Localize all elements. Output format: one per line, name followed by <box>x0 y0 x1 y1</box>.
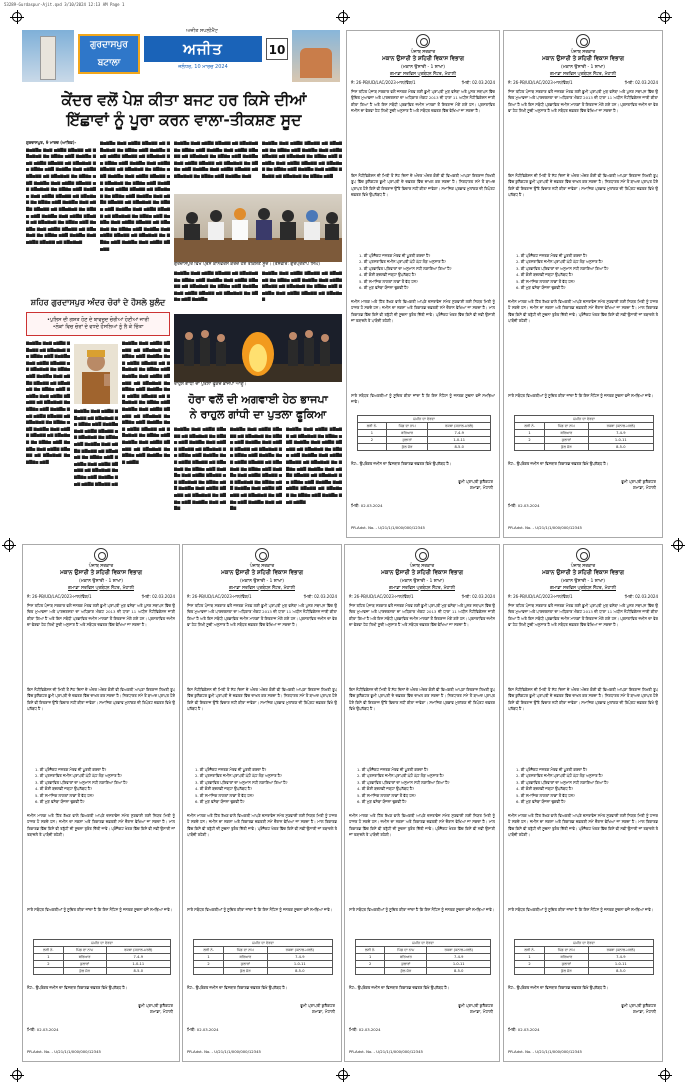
notice-list-item: 6. ਕੀ ਮੁੜ ਵਸੇਬਾ ਯੋਜਨਾ ਢੁਕਵੀਂ ਹੈ? <box>516 799 566 805</box>
notice-footnote: ਨੋਟ:- ਉਪਰੋਕਤ ਜ਼ਮੀਨ ਦਾ ਵਿਸਥਾਰ ਰਿਕਾਰਡ ਦਫ਼ਤਰ ਵਿਖੇ ਉਪਲੱਬਧ ਹੈ। <box>27 985 128 990</box>
notice-date: ਮਿਤੀ: 02.03.2024 <box>461 594 495 599</box>
notice-department-title: ਮਕਾਨ ਉਸਾਰੀ ਤੇ ਸ਼ਹਿਰੀ ਵਿਕਾਸ ਵਿਭਾਗ <box>221 570 303 576</box>
notice-list-item: 3. ਕੀ ਪ੍ਰਭਾਵਿਤ ਪਰਿਵਾਰਾਂ ਦਾ ਅਨੁਮਾਨ ਸਹੀ ਲਗਾਇਆ ਗਿਆ ਹੈ? <box>195 779 288 785</box>
notice-department-title: ਮਕਾਨ ਉਸਾਰੀ ਤੇ ਸ਼ਹਿਰੀ ਵਿਕਾਸ ਵਿਭਾਗ <box>382 56 464 62</box>
notice-body-paragraph: ਸਾਰੇ ਸਬੰਧਤ ਵਿਅਕਤੀਆਂ ਨੂੰ ਸੂਚਿਤ ਕੀਤਾ ਜਾਂਦਾ ਹੈ ਕਿ ਇਸ ਨੋਟਿਸ ਨੂੰ ਜਨਤਕ ਸੂਚਨਾ ਵਜੋਂ ਸਮਝਿਆ ਜਾਵੇ। <box>187 907 333 912</box>
table-header: ਪਿੰਡ ਦਾ ਨਾਮ <box>545 423 588 430</box>
table-row: 2 ਕੁਲਾਰਾਂ 1-0-11 <box>515 437 654 444</box>
notice-body-paragraph: ਜ਼ਮੀਨ ਮਾਲਕ ਅਤੇ ਹਿੱਤ ਰੱਖਣ ਵਾਲੇ ਵਿਅਕਤੀ ਆਪਣੇ ਦਸਤਾਵੇਜ਼ ਸਮੇਤ ਸੁਣਵਾਈ ਲਈ ਨਿਯਤ ਮਿਤੀ ਨੂੰ ਹਾਜ਼ਰ ਹੋ ਸਕਦੇ ਹਨ। ਜ਼ਮੀਨ ਦਾ ਨਕਸ਼ਾ ਅਤੇ ਰਿਕਾਰਡ ਦਫ਼ਤਰੀ ਸਮੇਂ ਦੌਰਾਨ ਵੇਖਿਆ ਜਾ ਸਕਦਾ ਹੈ। ਮਾਲ ਰਿਕਾਰਡ ਵਿੱਚ ਕਿਸੇ ਵੀ ਤਰੁੱਟੀ ਦੀ ਸੂਚਨਾ ਤੁਰੰਤ ਦਿੱਤੀ ਜਾਵੇ। ਪ੍ਰੋਜੈਕਟ ਖੇਤਰ ਵਿੱਚ ਕਿਸੇ ਵੀ ਨਵੀਂ ਉਸਾਰੀ ਜਾਂ ਤਬਾਦਲੇ ਤੇ ਪਾਬੰਦੀ ਰਹੇਗੀ। <box>508 299 658 324</box>
notice-list-item: 2. ਕੀ ਪ੍ਰਸਤਾਵਿਤ ਜ਼ਮੀਨ ਪ੍ਰਾਪਤੀ ਘੱਟੋ ਘੱਟ ਲੋੜ ਅਨੁਸਾਰ ਹੈ? <box>516 259 604 265</box>
notice-list-item: 2. ਕੀ ਪ੍ਰਸਤਾਵਿਤ ਜ਼ਮੀਨ ਪ੍ਰਾਪਤੀ ਘੱਟੋ ਘੱਟ ਲੋੜ ਅਨੁਸਾਰ ਹੈ? <box>35 773 123 779</box>
notice-question-list <box>516 253 658 295</box>
notice-list-item: 5. ਕੀ ਸਮਾਜਿਕ ਲਾਗਤਾਂ ਲਾਭਾਂ ਤੋਂ ਵੱਧ ਹਨ? <box>516 278 575 284</box>
notice-body-paragraph: ਜ਼ਮੀਨ ਮਾਲਕ ਅਤੇ ਹਿੱਤ ਰੱਖਣ ਵਾਲੇ ਵਿਅਕਤੀ ਆਪਣੇ ਦਸਤਾਵੇਜ਼ ਸਮੇਤ ਸੁਣਵਾਈ ਲਈ ਨਿਯਤ ਮਿਤੀ ਨੂੰ ਹਾਜ਼ਰ ਹੋ ਸਕਦੇ ਹਨ। ਜ਼ਮੀਨ ਦਾ ਨਕਸ਼ਾ ਅਤੇ ਰਿਕਾਰਡ ਦਫ਼ਤਰੀ ਸਮੇਂ ਦੌਰਾਨ ਵੇਖਿਆ ਜਾ ਸਕਦਾ ਹੈ। ਮਾਲ ਰਿਕਾਰਡ ਵਿੱਚ ਕਿਸੇ ਵੀ ਤਰੁੱਟੀ ਦੀ ਸੂਚਨਾ ਤੁਰੰਤ ਦਿੱਤੀ ਜਾਵੇ। ਪ੍ਰੋਜੈਕਟ ਖੇਤਰ ਵਿੱਚ ਕਿਸੇ ਵੀ ਨਵੀਂ ਉਸਾਰੀ ਜਾਂ ਤਬਾਦਲੇ ਤੇ ਪਾਬੰਦੀ ਰਹੇਗੀ। <box>351 299 495 324</box>
notice-reference: ਨੰ: 26-PB/UD/LAC/2023-ਮਾਲ/ਵਿੰਗ/1 <box>508 80 573 85</box>
land-acquisition-notice <box>503 30 663 538</box>
lead-text-column-4: ▆▅▆▇▅ ▆▅▆ ▅▆▇▆ ▆▇▅▆▆ ▅▆ ▆▇▅▆▅▆ ▆▅ ▆▇▆▅ ▅▆▇ ▆▅▆▇▅ ▆▅▆ ▅▆▇▆ ▆▇▅▆▆ ▅▆ ▆▇▅▆▅▆ ▆▅ ▆▇▆▅ ▅▆▇ ▆▅▆▇▅ ▆▅▆ ▅▆▇▆ ▆▇▅▆▆ ▅▆ ▆▇▅▆▅▆ ▆▅ ▆▇▆▅ ▅▆▇ ▆▅▆▇▅ ▆▅▆ ▅▆▇▆ ▆▇▅▆▆ ▅▆ ▆▇▅▆▅▆ ▆▅ ▆▇▆▅ ▅▆▇ <box>262 140 342 178</box>
table-total-row: ਕੁੱਲ ਜੋੜ 8-5-0 <box>356 968 491 975</box>
registration-mark <box>660 12 670 22</box>
notice-body-paragraph: ਇਸ ਨੋਟੀਫਿਕੇਸ਼ਨ ਦੀ ਮਿਤੀ ਤੋਂ ਸੱਠ ਦਿਨਾਂ ਦੇ ਅੰਦਰ ਅੰਦਰ ਕੋਈ ਵੀ ਵਿਅਕਤੀ ਆਪਣਾ ਇਤਰਾਜ਼ ਲਿਖਤੀ ਰੂਪ ਵਿੱਚ ਕੁਲੈਕਟਰ ਭੂਮੀ ਪ੍ਰਾਪਤੀ ਦੇ ਦਫ਼ਤਰ ਵਿੱਚ ਦਾਖਲ ਕਰ ਸਕਦਾ ਹੈ। ਨਿਰਧਾਰਤ ਸਮੇਂ ਤੋਂ ਬਾਅਦ ਪ੍ਰਾਪਤ ਹੋਏ ਕਿਸੇ ਵੀ ਇਤਰਾਜ਼ ਉੱਤੇ ਵਿਚਾਰ ਨਹੀਂ ਕੀਤਾ ਜਾਵੇਗਾ। ਸਮਾਜਿਕ ਪ੍ਰਭਾਵ ਮੁਲਾਂਕਣ ਦੀ ਰਿਪੋਰਟ ਦਫ਼ਤਰ ਵਿਖੇ ਉਪਲੱਬਧ ਹੈ। <box>508 173 658 198</box>
lead-headline: ਕੇਂਦਰ ਵਲੋਂ ਪੇਸ਼ ਕੀਤਾ ਬਜਟ ਹਰ ਕਿਸੇ ਦੀਆਂ ਇੱਛਾਵਾਂ ਨੂੰ ਪੂਰਾ ਕਰਨ ਵਾਲਾ-ਤੀਕਸ਼ਣ ਸੂਦ <box>61 91 307 129</box>
notice-list-item: 4. ਕੀ ਕੋਈ ਬਦਲਵੀਂ ਜਗ੍ਹਾ ਉਪਲੱਬਧ ਹੈ? <box>195 786 253 792</box>
notice-list-item: 5. ਕੀ ਸਮਾਜਿਕ ਲਾਗਤਾਂ ਲਾਭਾਂ ਤੋਂ ਵੱਧ ਹਨ? <box>357 792 416 798</box>
land-details-table <box>355 939 491 975</box>
notice-place-date: ਮਿਤੀ: 02.03.2024 <box>508 503 540 508</box>
notice-place-date: ਮਿਤੀ: 02.03.2024 <box>351 503 383 508</box>
notice-body-paragraph: ਇਸ ਨੋਟੀਫਿਕੇਸ਼ਨ ਦੀ ਮਿਤੀ ਤੋਂ ਸੱਠ ਦਿਨਾਂ ਦੇ ਅੰਦਰ ਅੰਦਰ ਕੋਈ ਵੀ ਵਿਅਕਤੀ ਆਪਣਾ ਇਤਰਾਜ਼ ਲਿਖਤੀ ਰੂਪ ਵਿੱਚ ਕੁਲੈਕਟਰ ਭੂਮੀ ਪ੍ਰਾਪਤੀ ਦੇ ਦਫ਼ਤਰ ਵਿੱਚ ਦਾਖਲ ਕਰ ਸਕਦਾ ਹੈ। ਨਿਰਧਾਰਤ ਸਮੇਂ ਤੋਂ ਬਾਅਦ ਪ੍ਰਾਪਤ ਹੋਏ ਕਿਸੇ ਵੀ ਇਤਰਾਜ਼ ਉੱਤੇ ਵਿਚਾਰ ਨਹੀਂ ਕੀਤਾ ਜਾਵੇਗਾ। ਸਮਾਜਿਕ ਪ੍ਰਭਾਵ ਮੁਲਾਂਕਣ ਦੀ ਰਿਪੋਰਟ ਦਫ਼ਤਰ ਵਿਖੇ ਉਪਲੱਬਧ ਹੈ। <box>349 687 495 712</box>
notice-list-item: 4. ਕੀ ਕੋਈ ਬਦਲਵੀਂ ਜਗ੍ਹਾ ਉਪਲੱਬਧ ਹੈ? <box>516 786 574 792</box>
notice-date: ਮਿਤੀ: 02.03.2024 <box>624 80 658 85</box>
land-acquisition-notice <box>22 544 180 1062</box>
notice-list-item: 3. ਕੀ ਪ੍ਰਭਾਵਿਤ ਪਰਿਵਾਰਾਂ ਦਾ ਅਨੁਮਾਨ ਸਹੀ ਲਗਾਇਆ ਗਿਆ ਹੈ? <box>516 779 609 785</box>
notice-branch: (ਮਕਾਨ ਉਸਾਰੀ - 1 ਸ਼ਾਖਾ) <box>401 65 445 70</box>
theft-story-headline: ਸ਼ਹਿਰ ਗੁਰਦਾਸਪੁਰ ਅੰਦਰ ਚੋਰਾਂ ਦੇ ਹੌਸਲੇ ਬੁਲੰਦ <box>30 298 166 307</box>
notice-body-paragraph: ਸਾਰੇ ਸਬੰਧਤ ਵਿਅਕਤੀਆਂ ਨੂੰ ਸੂਚਿਤ ਕੀਤਾ ਜਾਂਦਾ ਹੈ ਕਿ ਇਸ ਨੋਟਿਸ ਨੂੰ ਜਨਤਕ ਸੂਚਨਾ ਵਜੋਂ ਸਮਝਿਆ ਜਾਵੇ। <box>349 907 495 912</box>
effigy-story-headline: ਹੋਰਾ ਵਲੋਂ ਦੀ ਅਗਵਾਈ ਹੇਠ ਭਾਜਪਾ ਨੇ ਰਾਹੁਲ ਗਾਂਧੀ ਦਾ ਪੁਤਲਾ ਫੂਕਿਆ <box>188 393 328 421</box>
table-total-row: ਕੁੱਲ ਜੋੜ 8-5-0 <box>34 968 171 975</box>
effigy-text-column-2: ▆▅▆▇▅ ▆▅▆ ▅▆▇▆ ▆▇▅▆▆ ▅▆ ▆▇▅▆▅▆ ▆▅ ▆▇▆▅ ▅▆▇ ▆▅▆▇▅ ▆▅▆ ▅▆▇▆ ▆▇▅▆▆ ▅▆ ▆▇▅▆▅▆ ▆▅ ▆▇▆▅ ▅▆▇ ▆▅▆▇▅ ▆▅▆ ▅▆▇▆ ▆▇▅▆▆ ▅▆ ▆▇▅▆▅▆ ▆▅ ▆▇▆▅ ▅▆▇ ▆▅▆▇▅ ▆▅▆ ▅▆▇▆ ▆▇▅▆▆ ▅▆ ▆▇▅▆▅▆ ▆▅ ▆▇▆▅ ▅▆▇ ▆▅▆▇▅ ▆▅▆ ▅▆▇▆ ▆▇▅▆▆ ▅▆ ▆▇▅▆▅▆ ▆▅ ▆▇▆▅ ▅▆▇ ▆▅▆▇▅ ▆▅▆ ▅▆▇▆ <box>230 426 282 511</box>
land-details-table <box>514 415 654 451</box>
notice-signature-block: ਭੂਮੀ ਪ੍ਰਾਪਤੀ ਕੁਲੈਕਟਰ ਗਮਾਡਾ, ਮੋਹਾਲੀ <box>300 1003 335 1014</box>
notice-government: ਪੰਜਾਬ ਸਰਕਾਰ <box>410 50 436 55</box>
effigy-text-column-3: ▆▅▆▇▅ ▆▅▆ ▅▆▇▆ ▆▇▅▆▆ ▅▆ ▆▇▅▆▅▆ ▆▅ ▆▇▆▅ ▅▆▇ ▆▅▆▇▅ ▆▅▆ ▅▆▇▆ ▆▇▅▆▆ ▅▆ ▆▇▅▆▅▆ ▆▅ ▆▇▆▅ ▅▆▇ ▆▅▆▇▅ ▆▅▆ ▅▆▇▆ ▆▇▅▆▆ ▅▆ ▆▇▅▆▅▆ ▆▅ ▆▇▆▅ ▅▆▇ ▆▅▆▇▅ ▆▅▆ ▅▆▇▆ ▆▇▅▆▆ ▅▆ ▆▇▅▆▅▆ ▆▅ ▆▇▆▅ ▅▆▇ ▆▅▆▇▅ ▆▅▆ ▅▆▇▆ ▆▇▅▆▆ ▅▆ ▆▇▅▆▅▆ ▆▅ ▆▇▆▅ ▅▆▇ ▆▅▆▇▅ ▆▅▆ ▅▆▇▆ <box>286 426 342 504</box>
notice-branch: (ਮਕਾਨ ਉਸਾਰੀ - 1 ਸ਼ਾਖਾ) <box>79 579 123 584</box>
table-header: ਲੜੀ ਨੰ. <box>358 423 387 430</box>
table-row: 2 ਕੁਲਾਰਾਂ 1-0-11 <box>356 961 491 968</box>
table-header: ਪਿੰਡ ਦਾ ਨਾਮ <box>224 947 267 954</box>
table-total-row: ਕੁੱਲ ਜੋੜ 8-5-0 <box>515 968 654 975</box>
notice-office: ਗਮਾਡਾ ਸਰਵਿਸ ਪ੍ਰਬੰਧਨ ਸੈਂਟਰ, ਮੋਹਾਲੀ <box>549 586 616 591</box>
table-row: 1 ਬਰਿਆਰ 7-4-9 <box>515 954 654 961</box>
notice-list-item: 6. ਕੀ ਮੁੜ ਵਸੇਬਾ ਯੋਜਨਾ ਢੁਕਵੀਂ ਹੈ? <box>516 285 566 291</box>
effigy-text-column-1: ▆▅▆▇▅ ▆▅▆ ▅▆▇▆ ▆▇▅▆▆ ▅▆ ▆▇▅▆▅▆ ▆▅ ▆▇▆▅ ▅▆▇ ▆▅▆▇▅ ▆▅▆ ▅▆▇▆ ▆▇▅▆▆ ▅▆ ▆▇▅▆▅▆ ▆▅ ▆▇▆▅ ▅▆▇ ▆▅▆▇▅ ▆▅▆ ▅▆▇▆ ▆▇▅▆▆ ▅▆ ▆▇▅▆▅▆ ▆▅ ▆▇▆▅ ▅▆▇ ▆▅▆▇▅ ▆▅▆ ▅▆▇▆ ▆▇▅▆▆ ▅▆ ▆▇▅▆▅▆ ▆▅ ▆▇▆▅ ▅▆▇ ▆▅▆▇▅ ▆▅▆ ▅▆▇▆ ▆▇▅▆▆ ▅▆ ▆▇▅▆▅▆ ▆▅ ▆▇▆▅ ▅▆▇ ▆▅▆▇▅ ▆▅▆ ▅▆▇▆ <box>174 426 226 511</box>
table-header: ਲੜੀ ਨੰ. <box>194 947 224 954</box>
table-header: ਰਕਬਾ (ਕਨਾਲ-ਮਰਲੇ) <box>427 947 491 954</box>
notice-body-paragraph: ਸਾਰੇ ਸਬੰਧਤ ਵਿਅਕਤੀਆਂ ਨੂੰ ਸੂਚਿਤ ਕੀਤਾ ਜਾਂਦਾ ਹੈ ਕਿ ਇਸ ਨੋਟਿਸ ਨੂੰ ਜਨਤਕ ਸੂਚਨਾ ਵਜੋਂ ਸਮਝਿਆ ਜਾਵੇ। <box>351 393 495 405</box>
table-header: ਲੜੀ ਨੰ. <box>515 423 545 430</box>
notice-question-list <box>516 767 658 809</box>
notice-list-item: 1. ਕੀ ਪ੍ਰੋਜੈਕਟ ਜਨਤਕ ਮੰਤਵ ਦੀ ਪੂਰਤੀ ਕਰਦਾ ਹੈ? <box>516 767 588 772</box>
city-flag-badge: ਗੁਰਦਾਸਪੁਰ ਬਟਾਲਾ <box>78 34 140 74</box>
notice-question-list <box>35 767 175 809</box>
table-total-row: ਕੁੱਲ ਜੋੜ 8-5-0 <box>515 444 654 451</box>
government-emblem-icon <box>576 34 590 48</box>
notice-body-paragraph: ਸਾਰੇ ਸਬੰਧਤ ਵਿਅਕਤੀਆਂ ਨੂੰ ਸੂਚਿਤ ਕੀਤਾ ਜਾਂਦਾ ਹੈ ਕਿ ਇਸ ਨੋਟਿਸ ਨੂੰ ਜਨਤਕ ਸੂਚਨਾ ਵਜੋਂ ਸਮਝਿਆ ਜਾਵੇ। <box>508 907 654 912</box>
notice-place-date: ਮਿਤੀ: 02.03.2024 <box>187 1027 219 1032</box>
table-header: ਰਕਬਾ (ਕਨਾਲ-ਮਰਲੇ) <box>588 423 653 430</box>
press-conference-photo <box>174 194 342 262</box>
notice-body-paragraph: ਜ਼ਮੀਨ ਮਾਲਕ ਅਤੇ ਹਿੱਤ ਰੱਖਣ ਵਾਲੇ ਵਿਅਕਤੀ ਆਪਣੇ ਦਸਤਾਵੇਜ਼ ਸਮੇਤ ਸੁਣਵਾਈ ਲਈ ਨਿਯਤ ਮਿਤੀ ਨੂੰ ਹਾਜ਼ਰ ਹੋ ਸਕਦੇ ਹਨ। ਜ਼ਮੀਨ ਦਾ ਨਕਸ਼ਾ ਅਤੇ ਰਿਕਾਰਡ ਦਫ਼ਤਰੀ ਸਮੇਂ ਦੌਰਾਨ ਵੇਖਿਆ ਜਾ ਸਕਦਾ ਹੈ। ਮਾਲ ਰਿਕਾਰਡ ਵਿੱਚ ਕਿਸੇ ਵੀ ਤਰੁੱਟੀ ਦੀ ਸੂਚਨਾ ਤੁਰੰਤ ਦਿੱਤੀ ਜਾਵੇ। ਪ੍ਰੋਜੈਕਟ ਖੇਤਰ ਵਿੱਚ ਕਿਸੇ ਵੀ ਨਵੀਂ ਉਸਾਰੀ ਜਾਂ ਤਬਾਦਲੇ ਤੇ ਪਾਬੰਦੀ ਰਹੇਗੀ। <box>349 813 495 838</box>
notice-body-paragraph: ਜਿਸ ਤਹਿਤ ਪੰਜਾਬ ਸਰਕਾਰ ਵਲੋਂ ਜਨਤਕ ਮੰਤਵ ਲਈ ਭੂਮੀ ਪ੍ਰਾਪਤੀ ਮੁੜ ਵਸੇਬਾ ਅਤੇ ਪੁਨਰ ਸਥਾਪਨ ਵਿੱਚ ਉਚਿਤ ਮੁਆਵਜ਼ਾ ਅਤੇ ਪਾਰਦਰਸ਼ਤਾ ਦਾ ਅਧਿਕਾਰ ਐਕਟ 2013 ਦੀ ਧਾਰਾ 11 ਅਧੀਨ ਨੋਟੀਫਿਕੇਸ਼ਨ ਜਾਰੀ ਕੀਤਾ ਗਿਆ ਹੈ ਅਤੇ ਇਸ ਸਬੰਧੀ ਪ੍ਰਭਾਵਿਤ ਜ਼ਮੀਨ ਮਾਲਕਾਂ ਤੋਂ ਇਤਰਾਜ਼ ਮੰਗੇ ਗਏ ਹਨ। ਪ੍ਰਸਤਾਵਿਤ ਜ਼ਮੀਨ ਦਾ ਵੇਰਵਾ ਹੇਠ ਲਿਖੀ ਸੂਚੀ ਅਨੁਸਾਰ ਹੈ ਅਤੇ ਸਬੰਧਤ ਦਫ਼ਤਰ ਵਿੱਚ ਵੇਖਿਆ ਜਾ ਸਕਦਾ ਹੈ। <box>508 603 658 628</box>
lead-text-column-2: ▆▅▆▇▅ ▆▅▆ ▅▆▇▆ ▆▇▅▆▆ ▅▆ ▆▇▅▆▅▆ ▆▅ ▆▇▆▅ ▅▆▇ ▆▅▆▇▅ ▆▅▆ ▅▆▇▆ ▆▇▅▆▆ ▅▆ ▆▇▅▆▅▆ ▆▅ ▆▇▆▅ ▅▆▇ ▆▅▆▇▅ ▆▅▆ ▅▆▇▆ ▆▇▅▆▆ ▅▆ ▆▇▅▆▅▆ ▆▅ ▆▇▆▅ ▅▆▇ ▆▅▆▇▅ ▆▅▆ ▅▆▇▆ ▆▇▅▆▆ ▅▆ ▆▇▅▆▅▆ ▆▅ ▆▇▆▅ ▅▆▇ ▆▅▆▇▅ ▆▅▆ ▅▆▇▆ ▆▇▅▆▆ ▅▆ ▆▇▅▆▅▆ ▆▅ ▆▇▆▅ ▅▆▇ ▆▅▆▇▅ ▆▅▆ ▅▆▇▆ ▆▇▅▆▆ ▅▆ ▆▇▅▆▅▆ ▆▅ ▆▇▆▅ ▅▆▇ ▆▅▆▇▅ ▆▅▆ ▅▆▇▆ ▆▇▅▆▆ ▅▆ ▆▇▅▆▅▆ ▆▅ ▆▇▆▅ ▅▆▇ ▆▅▆▇▅ ▆▅▆ ▅▆▇▆ ▆▇▅▆▆ ▅▆ ▆▇▅▆▅▆ ▆▅ ▆▇▆▅ ▅▆▇ ▆▅▆▇▅ ▆▅▆ ▅▆▇▆ ▆▇▅▆▆ ▅▆ ▆▇▅▆▅▆ ▆▅ ▆▇▆▅ ▅▆▇ ▆▅▆▇▅ ▆▅▆ ▅▆▇▆ ▆▇▅▆▆ <box>100 140 170 251</box>
notice-advt-number: PR-Advt. No. - U/21/1/1/000/000/12345 <box>27 1049 101 1054</box>
notice-question-list <box>359 253 495 295</box>
notice-list-item: 1. ਕੀ ਪ੍ਰੋਜੈਕਟ ਜਨਤਕ ਮੰਤਵ ਦੀ ਪੂਰਤੀ ਕਰਦਾ ਹੈ? <box>357 767 429 772</box>
lead-text-column-3: ▆▅▆▇▅ ▆▅▆ ▅▆▇▆ ▆▇▅▆▆ ▅▆ ▆▇▅▆▅▆ ▆▅ ▆▇▆▅ ▅▆▇ ▆▅▆▇▅ ▆▅▆ ▅▆▇▆ ▆▇▅▆▆ ▅▆ ▆▇▅▆▅▆ ▆▅ ▆▇▆▅ ▅▆▇ ▆▅▆▇▅ ▆▅▆ ▅▆▇▆ ▆▇▅▆▆ ▅▆ ▆▇▅▆▅▆ ▆▅ ▆▇▆▅ ▅▆▇ ▆▅▆▇▅ ▆▅▆ ▅▆▇▆ ▆▇▅▆▆ ▅▆ ▆▇▅▆▅▆ ▆▅ ▆▇▆▅ ▅▆▇ ▆▅▆▇▅ ▆▅▆ <box>174 140 258 178</box>
notice-list-item: 3. ਕੀ ਪ੍ਰਭਾਵਿਤ ਪਰਿਵਾਰਾਂ ਦਾ ਅਨੁਮਾਨ ਸਹੀ ਲਗਾਇਆ ਗਿਆ ਹੈ? <box>35 779 128 785</box>
notice-list-item: 5. ਕੀ ਸਮਾਜਿਕ ਲਾਗਤਾਂ ਲਾਭਾਂ ਤੋਂ ਵੱਧ ਹਨ? <box>516 792 575 798</box>
notice-footnote: ਨੋਟ:- ਉਪਰੋਕਤ ਜ਼ਮੀਨ ਦਾ ਵਿਸਥਾਰ ਰਿਕਾਰਡ ਦਫ਼ਤਰ ਵਿਖੇ ਉਪਲੱਬਧ ਹੈ। <box>508 461 609 466</box>
notice-reference: ਨੰ: 26-PB/UD/LAC/2023-ਮਾਲ/ਵਿੰਗ/1 <box>508 594 573 599</box>
notice-signature-block: ਭੂਮੀ ਪ੍ਰਾਪਤੀ ਕੁਲੈਕਟਰ ਗਮਾਡਾ, ਮੋਹਾਲੀ <box>621 479 656 490</box>
notice-body-paragraph: ਜਿਸ ਤਹਿਤ ਪੰਜਾਬ ਸਰਕਾਰ ਵਲੋਂ ਜਨਤਕ ਮੰਤਵ ਲਈ ਭੂਮੀ ਪ੍ਰਾਪਤੀ ਮੁੜ ਵਸੇਬਾ ਅਤੇ ਪੁਨਰ ਸਥਾਪਨ ਵਿੱਚ ਉਚਿਤ ਮੁਆਵਜ਼ਾ ਅਤੇ ਪਾਰਦਰਸ਼ਤਾ ਦਾ ਅਧਿਕਾਰ ਐਕਟ 2013 ਦੀ ਧਾਰਾ 11 ਅਧੀਨ ਨੋਟੀਫਿਕੇਸ਼ਨ ਜਾਰੀ ਕੀਤਾ ਗਿਆ ਹੈ ਅਤੇ ਇਸ ਸਬੰਧੀ ਪ੍ਰਭਾਵਿਤ ਜ਼ਮੀਨ ਮਾਲਕਾਂ ਤੋਂ ਇਤਰਾਜ਼ ਮੰਗੇ ਗਏ ਹਨ। ਪ੍ਰਸਤਾਵਿਤ ਜ਼ਮੀਨ ਦਾ ਵੇਰਵਾ ਹੇਠ ਲਿਖੀ ਸੂਚੀ ਅਨੁਸਾਰ ਹੈ ਅਤੇ ਸਬੰਧਤ ਦਫ਼ਤਰ ਵਿੱਚ ਵੇਖਿਆ ਜਾ ਸਕਦਾ ਹੈ। <box>351 89 495 114</box>
land-details-table <box>514 939 654 975</box>
notice-footnote: ਨੋਟ:- ਉਪਰੋਕਤ ਜ਼ਮੀਨ ਦਾ ਵਿਸਥਾਰ ਰਿਕਾਰਡ ਦਫ਼ਤਰ ਵਿਖੇ ਉਪਲੱਬਧ ਹੈ। <box>508 985 609 990</box>
notice-question-list <box>357 767 495 809</box>
notice-body-paragraph: ਜ਼ਮੀਨ ਮਾਲਕ ਅਤੇ ਹਿੱਤ ਰੱਖਣ ਵਾਲੇ ਵਿਅਕਤੀ ਆਪਣੇ ਦਸਤਾਵੇਜ਼ ਸਮੇਤ ਸੁਣਵਾਈ ਲਈ ਨਿਯਤ ਮਿਤੀ ਨੂੰ ਹਾਜ਼ਰ ਹੋ ਸਕਦੇ ਹਨ। ਜ਼ਮੀਨ ਦਾ ਨਕਸ਼ਾ ਅਤੇ ਰਿਕਾਰਡ ਦਫ਼ਤਰੀ ਸਮੇਂ ਦੌਰਾਨ ਵੇਖਿਆ ਜਾ ਸਕਦਾ ਹੈ। ਮਾਲ ਰਿਕਾਰਡ ਵਿੱਚ ਕਿਸੇ ਵੀ ਤਰੁੱਟੀ ਦੀ ਸੂਚਨਾ ਤੁਰੰਤ ਦਿੱਤੀ ਜਾਵੇ। ਪ੍ਰੋਜੈਕਟ ਖੇਤਰ ਵਿੱਚ ਕਿਸੇ ਵੀ ਨਵੀਂ ਉਸਾਰੀ ਜਾਂ ਤਬਾਦਲੇ ਤੇ ਪਾਬੰਦੀ ਰਹੇਗੀ। <box>27 813 175 838</box>
page-number: 10 <box>266 38 288 60</box>
notice-body-paragraph: ਜਿਸ ਤਹਿਤ ਪੰਜਾਬ ਸਰਕਾਰ ਵਲੋਂ ਜਨਤਕ ਮੰਤਵ ਲਈ ਭੂਮੀ ਪ੍ਰਾਪਤੀ ਮੁੜ ਵਸੇਬਾ ਅਤੇ ਪੁਨਰ ਸਥਾਪਨ ਵਿੱਚ ਉਚਿਤ ਮੁਆਵਜ਼ਾ ਅਤੇ ਪਾਰਦਰਸ਼ਤਾ ਦਾ ਅਧਿਕਾਰ ਐਕਟ 2013 ਦੀ ਧਾਰਾ 11 ਅਧੀਨ ਨੋਟੀਫਿਕੇਸ਼ਨ ਜਾਰੀ ਕੀਤਾ ਗਿਆ ਹੈ ਅਤੇ ਇਸ ਸਬੰਧੀ ਪ੍ਰਭਾਵਿਤ ਜ਼ਮੀਨ ਮਾਲਕਾਂ ਤੋਂ ਇਤਰਾਜ਼ ਮੰਗੇ ਗਏ ਹਨ। ਪ੍ਰਸਤਾਵਿਤ ਜ਼ਮੀਨ ਦਾ ਵੇਰਵਾ ਹੇਠ ਲਿਖੀ ਸੂਚੀ ਅਨੁਸਾਰ ਹੈ ਅਤੇ ਸਬੰਧਤ ਦਫ਼ਤਰ ਵਿੱਚ ਵੇਖਿਆ ਜਾ ਸਕਦਾ ਹੈ। <box>187 603 337 628</box>
notice-body-paragraph: ਇਸ ਨੋਟੀਫਿਕੇਸ਼ਨ ਦੀ ਮਿਤੀ ਤੋਂ ਸੱਠ ਦਿਨਾਂ ਦੇ ਅੰਦਰ ਅੰਦਰ ਕੋਈ ਵੀ ਵਿਅਕਤੀ ਆਪਣਾ ਇਤਰਾਜ਼ ਲਿਖਤੀ ਰੂਪ ਵਿੱਚ ਕੁਲੈਕਟਰ ਭੂਮੀ ਪ੍ਰਾਪਤੀ ਦੇ ਦਫ਼ਤਰ ਵਿੱਚ ਦਾਖਲ ਕਰ ਸਕਦਾ ਹੈ। ਨਿਰਧਾਰਤ ਸਮੇਂ ਤੋਂ ਬਾਅਦ ਪ੍ਰਾਪਤ ਹੋਏ ਕਿਸੇ ਵੀ ਇਤਰਾਜ਼ ਉੱਤੇ ਵਿਚਾਰ ਨਹੀਂ ਕੀਤਾ ਜਾਵੇਗਾ। ਸਮਾਜਿਕ ਪ੍ਰਭਾਵ ਮੁਲਾਂਕਣ ਦੀ ਰਿਪੋਰਟ ਦਫ਼ਤਰ ਵਿਖੇ ਉਪਲੱਬਧ ਹੈ। <box>27 687 175 712</box>
notice-date: ਮਿਤੀ: 02.03.2024 <box>141 594 175 599</box>
lead-text-column-4b: ▆▅▆▇▅ ▆▅▆ ▅▆▇▆ ▆▇▅▆▆ ▅▆ ▆▇▅▆▅▆ ▆▅ ▆▇▆▅ ▅▆▇ ▆▅▆▇▅ ▆▅▆ ▅▆▇▆ ▆▇▅▆▆ ▅▆ ▆▇▅▆▅▆ ▆▅ ▆▇▆▅ ▅▆▇ ▆▅▆▇▅ ▆▅▆ ▅▆▇▆ ▆▇▅▆▆ ▅▆ ▆▇▅▆▅▆ <box>262 270 342 302</box>
notice-list-item: 6. ਕੀ ਮੁੜ ਵਸੇਬਾ ਯੋਜਨਾ ਢੁਕਵੀਂ ਹੈ? <box>357 799 407 805</box>
notice-list-item: 5. ਕੀ ਸਮਾਜਿਕ ਲਾਗਤਾਂ ਲਾਭਾਂ ਤੋਂ ਵੱਧ ਹਨ? <box>359 278 418 284</box>
table-heading: ਜ਼ਮੀਨ ਦਾ ਵੇਰਵਾ <box>515 416 654 423</box>
masthead-brand: ਅਜੀਤ <box>144 36 262 62</box>
land-details-table <box>33 939 171 975</box>
table-header: ਪਿੰਡ ਦਾ ਨਾਮ <box>386 423 428 430</box>
theft-text-column-3: ▆▅▆▇▅ ▆▅▆ ▅▆▇▆ ▆▇▅▆▆ ▅▆ ▆▇▅▆▅▆ ▆▅ ▆▇▆▅ ▅▆▇ ▆▅▆▇▅ ▆▅▆ ▅▆▇▆ ▆▇▅▆▆ ▅▆ ▆▇▅▆▅▆ ▆▅ ▆▇▆▅ ▅▆▇ ▆▅▆▇▅ ▆▅▆ ▅▆▇▆ ▆▇▅▆▆ ▅▆ ▆▇▅▆▅▆ ▆▅ ▆▇▆▅ ▅▆▇ ▆▅▆▇▅ ▆▅▆ ▅▆▇▆ ▆▇▅▆▆ ▅▆ ▆▇▅▆▅▆ ▆▅ ▆▇▆▅ ▅▆▇ ▆▅▆▇▅ ▆▅▆ ▅▆▇▆ ▆▇▅▆▆ ▅▆ ▆▇▅▆▅▆ ▆▅ ▆▇▆▅ ▅▆▇ ▆▅▆▇▅ ▆▅▆ ▅▆▇▆ ▆▇▅▆▆ ▅▆ ▆▇▅▆▅▆ ▆▅ ▆▇▆▅ ▅▆▇ ▆▅▆▇▅ ▆▅▆ ▅▆▇▆ ▆▇▅▆▆ ▅▆ ▆▇▅▆▅▆ ▆▅ ▆▇▆▅ ▅▆▇ ▆▅▆▇▅ ▆▅▆ ▅▆▇▆ <box>122 340 170 464</box>
table-heading: ਜ਼ਮੀਨ ਦਾ ਵੇਰਵਾ <box>515 940 654 947</box>
notice-list-item: 1. ਕੀ ਪ੍ਰੋਜੈਕਟ ਜਨਤਕ ਮੰਤਵ ਦੀ ਪੂਰਤੀ ਕਰਦਾ ਹੈ? <box>359 253 431 258</box>
table-row: 2 ਕੁਲਾਰਾਂ 1-0-11 <box>34 961 171 968</box>
notice-advt-number: PR-Advt. No. - U/21/1/1/000/000/12345 <box>349 1049 423 1054</box>
notice-list-item: 4. ਕੀ ਕੋਈ ਬਦਲਵੀਂ ਜਗ੍ਹਾ ਉਪਲੱਬਧ ਹੈ? <box>35 786 93 792</box>
land-acquisition-notice <box>344 544 500 1062</box>
registration-mark <box>660 1070 670 1080</box>
masthead <box>22 30 340 84</box>
notice-reference: ਨੰ: 26-PB/UD/LAC/2023-ਮਾਲ/ਵਿੰਗ/1 <box>187 594 252 599</box>
table-total-row: ਕੁੱਲ ਜੋੜ 8-5-0 <box>194 968 333 975</box>
government-emblem-icon <box>416 34 430 48</box>
table-header: ਲੜੀ ਨੰ. <box>515 947 545 954</box>
notice-list-item: 2. ਕੀ ਪ੍ਰਸਤਾਵਿਤ ਜ਼ਮੀਨ ਪ੍ਰਾਪਤੀ ਘੱਟੋ ਘੱਟ ਲੋੜ ਅਨੁਸਾਰ ਹੈ? <box>359 259 447 265</box>
notice-place-date: ਮਿਤੀ: 02.03.2024 <box>27 1027 59 1032</box>
notice-body-paragraph: ਸਾਰੇ ਸਬੰਧਤ ਵਿਅਕਤੀਆਂ ਨੂੰ ਸੂਚਿਤ ਕੀਤਾ ਜਾਂਦਾ ਹੈ ਕਿ ਇਸ ਨੋਟਿਸ ਨੂੰ ਜਨਤਕ ਸੂਚਨਾ ਵਜੋਂ ਸਮਝਿਆ ਜਾਵੇ। <box>508 393 654 398</box>
notice-list-item: 1. ਕੀ ਪ੍ਰੋਜੈਕਟ ਜਨਤਕ ਮੰਤਵ ਦੀ ਪੂਰਤੀ ਕਰਦਾ ਹੈ? <box>195 767 267 772</box>
lead-text-column-3b: ▆▅▆▇▅ ▆▅▆ ▅▆▇▆ ▆▇▅▆▆ ▅▆ ▆▇▅▆▅▆ ▆▅ ▆▇▆▅ ▅▆▇ ▆▅▆▇▅ ▆▅▆ ▅▆▇▆ ▆▇▅▆▆ ▅▆ ▆▇▅▆▅▆ ▆▅ ▆▇▆▅ ▅▆▇ ▆▅▆▇▅ ▆▅▆ ▅▆▇▆ ▆▇▅▆▆ ▅▆ ▆▇▅▆▅▆ ▆▅ ▆▇▆▅ ▅▆▇ ▆▅▆▇▅ <box>174 270 258 302</box>
table-header: ਪਿੰਡ ਦਾ ਨਾਮ <box>63 947 106 954</box>
notice-footnote: ਨੋਟ:- ਉਪਰੋਕਤ ਜ਼ਮੀਨ ਦਾ ਵਿਸਥਾਰ ਰਿਕਾਰਡ ਦਫ਼ਤਰ ਵਿਖੇ ਉਪਲੱਬਧ ਹੈ। <box>349 985 450 990</box>
table-row: 2 ਕੁਲਾਰਾਂ 1-0-11 <box>515 961 654 968</box>
notice-branch: (ਮਕਾਨ ਉਸਾਰੀ - 1 ਸ਼ਾਖਾ) <box>400 579 444 584</box>
registration-mark <box>673 540 683 550</box>
notice-department-title: ਮਕਾਨ ਉਸਾਰੀ ਤੇ ਸ਼ਹਿਰੀ ਵਿਕਾਸ ਵਿਭਾਗ <box>542 56 624 62</box>
masthead-date: ਜਲੰਧਰ, 10 ਮਾਰਚ 2024 <box>178 64 228 70</box>
notice-date: ਮਿਤੀ: 02.03.2024 <box>303 594 337 599</box>
table-heading: ਜ਼ਮੀਨ ਦਾ ਵੇਰਵਾ <box>194 940 333 947</box>
effigy-burning-photo <box>174 314 342 382</box>
notice-list-item: 6. ਕੀ ਮੁੜ ਵਸੇਬਾ ਯੋਜਨਾ ਢੁਕਵੀਂ ਹੈ? <box>359 285 409 291</box>
notice-footnote: ਨੋਟ:- ਉਪਰੋਕਤ ਜ਼ਮੀਨ ਦਾ ਵਿਸਥਾਰ ਰਿਕਾਰਡ ਦਫ਼ਤਰ ਵਿਖੇ ਉਪਲੱਬਧ ਹੈ। <box>187 985 288 990</box>
land-acquisition-notice <box>346 30 500 538</box>
theft-story-kicker: •ਪੁਲਿਸ ਦੀ ਗਸ਼ਤ ਹੋਣ ਦੇ ਬਾਵਜੂਦ ਚੋਰੀਆਂ ਹੋਣੀਆਂ ਜਾਰੀ •ਲੋਕਾਂ ਵਿਚ ਚੋਰਾਂ ਦੇ ਵਧਦੇ ਹੌਸਲਿਆਂ ਨੂੰ ਲੈ ਕੇ ਚਿੰਤਾ <box>26 312 170 336</box>
registration-mark <box>12 12 22 22</box>
notice-list-item: 5. ਕੀ ਸਮਾਜਿਕ ਲਾਗਤਾਂ ਲਾਭਾਂ ਤੋਂ ਵੱਧ ਹਨ? <box>35 792 94 798</box>
notice-signature-block: ਭੂਮੀ ਪ੍ਰਾਪਤੀ ਕੁਲੈਕਟਰ ਗਮਾਡਾ, ਮੋਹਾਲੀ <box>138 1003 173 1014</box>
table-total-row: ਕੁੱਲ ਜੋੜ 8-5-0 <box>358 444 491 451</box>
notice-list-item: 2. ਕੀ ਪ੍ਰਸਤਾਵਿਤ ਜ਼ਮੀਨ ਪ੍ਰਾਪਤੀ ਘੱਟੋ ਘੱਟ ਲੋੜ ਅਨੁਸਾਰ ਹੈ? <box>357 773 445 779</box>
table-row: 1 ਬਰਿਆਰ 7-4-9 <box>356 954 491 961</box>
table-row: 1 ਬਰਿਆਰ 7-4-9 <box>194 954 333 961</box>
notice-body-paragraph: ਇਸ ਨੋਟੀਫਿਕੇਸ਼ਨ ਦੀ ਮਿਤੀ ਤੋਂ ਸੱਠ ਦਿਨਾਂ ਦੇ ਅੰਦਰ ਅੰਦਰ ਕੋਈ ਵੀ ਵਿਅਕਤੀ ਆਪਣਾ ਇਤਰਾਜ਼ ਲਿਖਤੀ ਰੂਪ ਵਿੱਚ ਕੁਲੈਕਟਰ ਭੂਮੀ ਪ੍ਰਾਪਤੀ ਦੇ ਦਫ਼ਤਰ ਵਿੱਚ ਦਾਖਲ ਕਰ ਸਕਦਾ ਹੈ। ਨਿਰਧਾਰਤ ਸਮੇਂ ਤੋਂ ਬਾਅਦ ਪ੍ਰਾਪਤ ਹੋਏ ਕਿਸੇ ਵੀ ਇਤਰਾਜ਼ ਉੱਤੇ ਵਿਚਾਰ ਨਹੀਂ ਕੀਤਾ ਜਾਵੇਗਾ। ਸਮਾਜਿਕ ਪ੍ਰਭਾਵ ਮੁਲਾਂਕਣ ਦੀ ਰਿਪੋਰਟ ਦਫ਼ਤਰ ਵਿਖੇ ਉਪਲੱਬਧ ਹੈ। <box>508 687 658 712</box>
notice-office: ਗਮਾਡਾ ਸਰਵਿਸ ਪ੍ਰਬੰਧਨ ਸੈਂਟਰ, ਮੋਹਾਲੀ <box>389 72 456 77</box>
table-header: ਲੜੀ ਨੰ. <box>34 947 64 954</box>
table-header: ਪਿੰਡ ਦਾ ਨਾਮ <box>545 947 588 954</box>
registration-mark <box>338 12 348 22</box>
lead-byline: ਗੁਰਦਾਸਪੁਰ, 9 ਮਾਰਚ (ਆਰਿਫ਼)- <box>26 140 77 145</box>
notice-body-paragraph: ਇਸ ਨੋਟੀਫਿਕੇਸ਼ਨ ਦੀ ਮਿਤੀ ਤੋਂ ਸੱਠ ਦਿਨਾਂ ਦੇ ਅੰਦਰ ਅੰਦਰ ਕੋਈ ਵੀ ਵਿਅਕਤੀ ਆਪਣਾ ਇਤਰਾਜ਼ ਲਿਖਤੀ ਰੂਪ ਵਿੱਚ ਕੁਲੈਕਟਰ ਭੂਮੀ ਪ੍ਰਾਪਤੀ ਦੇ ਦਫ਼ਤਰ ਵਿੱਚ ਦਾਖਲ ਕਰ ਸਕਦਾ ਹੈ। ਨਿਰਧਾਰਤ ਸਮੇਂ ਤੋਂ ਬਾਅਦ ਪ੍ਰਾਪਤ ਹੋਏ ਕਿਸੇ ਵੀ ਇਤਰਾਜ਼ ਉੱਤੇ ਵਿਚਾਰ ਨਹੀਂ ਕੀਤਾ ਜਾਵੇਗਾ। ਸਮਾਜਿਕ ਪ੍ਰਭਾਵ ਮੁਲਾਂਕਣ ਦੀ ਰਿਪੋਰਟ ਦਫ਼ਤਰ ਵਿਖੇ ਉਪਲੱਬਧ ਹੈ। <box>351 173 495 198</box>
notice-body-paragraph: ਜਿਸ ਤਹਿਤ ਪੰਜਾਬ ਸਰਕਾਰ ਵਲੋਂ ਜਨਤਕ ਮੰਤਵ ਲਈ ਭੂਮੀ ਪ੍ਰਾਪਤੀ ਮੁੜ ਵਸੇਬਾ ਅਤੇ ਪੁਨਰ ਸਥਾਪਨ ਵਿੱਚ ਉਚਿਤ ਮੁਆਵਜ਼ਾ ਅਤੇ ਪਾਰਦਰਸ਼ਤਾ ਦਾ ਅਧਿਕਾਰ ਐਕਟ 2013 ਦੀ ਧਾਰਾ 11 ਅਧੀਨ ਨੋਟੀਫਿਕੇਸ਼ਨ ਜਾਰੀ ਕੀਤਾ ਗਿਆ ਹੈ ਅਤੇ ਇਸ ਸਬੰਧੀ ਪ੍ਰਭਾਵਿਤ ਜ਼ਮੀਨ ਮਾਲਕਾਂ ਤੋਂ ਇਤਰਾਜ਼ ਮੰਗੇ ਗਏ ਹਨ। ਪ੍ਰਸਤਾਵਿਤ ਜ਼ਮੀਨ ਦਾ ਵੇਰਵਾ ਹੇਠ ਲਿਖੀ ਸੂਚੀ ਅਨੁਸਾਰ ਹੈ ਅਤੇ ਸਬੰਧਤ ਦਫ਼ਤਰ ਵਿੱਚ ਵੇਖਿਆ ਜਾ ਸਕਦਾ ਹੈ। <box>349 603 495 628</box>
government-emblem-icon <box>255 548 269 562</box>
table-header: ਲੜੀ ਨੰ. <box>356 947 385 954</box>
notice-reference: ਨੰ: 26-PB/UD/LAC/2023-ਮਾਲ/ਵਿੰਗ/1 <box>27 594 92 599</box>
registration-mark <box>12 1070 22 1080</box>
table-row: 1 ਬਰਿਆਰ 7-4-9 <box>515 430 654 437</box>
notice-body-paragraph: ਜ਼ਮੀਨ ਮਾਲਕ ਅਤੇ ਹਿੱਤ ਰੱਖਣ ਵਾਲੇ ਵਿਅਕਤੀ ਆਪਣੇ ਦਸਤਾਵੇਜ਼ ਸਮੇਤ ਸੁਣਵਾਈ ਲਈ ਨਿਯਤ ਮਿਤੀ ਨੂੰ ਹਾਜ਼ਰ ਹੋ ਸਕਦੇ ਹਨ। ਜ਼ਮੀਨ ਦਾ ਨਕਸ਼ਾ ਅਤੇ ਰਿਕਾਰਡ ਦਫ਼ਤਰੀ ਸਮੇਂ ਦੌਰਾਨ ਵੇਖਿਆ ਜਾ ਸਕਦਾ ਹੈ। ਮਾਲ ਰਿਕਾਰਡ ਵਿੱਚ ਕਿਸੇ ਵੀ ਤਰੁੱਟੀ ਦੀ ਸੂਚਨਾ ਤੁਰੰਤ ਦਿੱਤੀ ਜਾਵੇ। ਪ੍ਰੋਜੈਕਟ ਖੇਤਰ ਵਿੱਚ ਕਿਸੇ ਵੀ ਨਵੀਂ ਉਸਾਰੀ ਜਾਂ ਤਬਾਦਲੇ ਤੇ ਪਾਬੰਦੀ ਰਹੇਗੀ। <box>187 813 337 838</box>
notice-branch: (ਮਕਾਨ ਉਸਾਰੀ - 1 ਸ਼ਾਖਾ) <box>561 579 605 584</box>
notice-government: ਪੰਜਾਬ ਸਰਕਾਰ <box>249 564 275 569</box>
notice-list-item: 6. ਕੀ ਮੁੜ ਵਸੇਬਾ ਯੋਜਨਾ ਢੁਕਵੀਂ ਹੈ? <box>35 799 85 805</box>
notice-office: ਗਮਾਡਾ ਸਰਵਿਸ ਪ੍ਰਬੰਧਨ ਸੈਂਟਰ, ਮੋਹਾਲੀ <box>228 586 295 591</box>
table-row: 1 ਬਰਿਆਰ 7-4-9 <box>358 430 491 437</box>
table-heading: ਜ਼ਮੀਨ ਦਾ ਵੇਰਵਾ <box>356 940 491 947</box>
notice-reference: ਨੰ: 26-PB/UD/LAC/2023-ਮਾਲ/ਵਿੰਗ/1 <box>349 594 414 599</box>
notice-advt-number: PR-Advt. No. - U/21/1/1/000/000/12345 <box>187 1049 261 1054</box>
notice-government: ਪੰਜਾਬ ਸਰਕਾਰ <box>570 564 596 569</box>
notice-list-item: 1. ਕੀ ਪ੍ਰੋਜੈਕਟ ਜਨਤਕ ਮੰਤਵ ਦੀ ਪੂਰਤੀ ਕਰਦਾ ਹੈ? <box>35 767 107 772</box>
land-details-table <box>193 939 333 975</box>
registration-mark <box>338 1070 348 1080</box>
notice-office: ਗਮਾਡਾ ਸਰਵਿਸ ਪ੍ਰਬੰਧਨ ਸੈਂਟਰ, ਮੋਹਾਲੀ <box>67 586 134 591</box>
notice-office: ਗਮਾਡਾ ਸਰਵਿਸ ਪ੍ਰਬੰਧਨ ਸੈਂਟਰ, ਮੋਹਾਲੀ <box>549 72 616 77</box>
notice-list-item: 2. ਕੀ ਪ੍ਰਸਤਾਵਿਤ ਜ਼ਮੀਨ ਪ੍ਰਾਪਤੀ ਘੱਟੋ ਘੱਟ ਲੋੜ ਅਨੁਸਾਰ ਹੈ? <box>516 773 604 779</box>
land-details-table <box>357 415 491 451</box>
table-header: ਰਕਬਾ (ਕਨਾਲ-ਮਰਲੇ) <box>267 947 332 954</box>
notice-signature-block: ਭੂਮੀ ਪ੍ਰਾਪਤੀ ਕੁਲੈਕਟਰ ਗਮਾਡਾ, ਮੋਹਾਲੀ <box>621 1003 656 1014</box>
notice-body-paragraph: ਜਿਸ ਤਹਿਤ ਪੰਜਾਬ ਸਰਕਾਰ ਵਲੋਂ ਜਨਤਕ ਮੰਤਵ ਲਈ ਭੂਮੀ ਪ੍ਰਾਪਤੀ ਮੁੜ ਵਸੇਬਾ ਅਤੇ ਪੁਨਰ ਸਥਾਪਨ ਵਿੱਚ ਉਚਿਤ ਮੁਆਵਜ਼ਾ ਅਤੇ ਪਾਰਦਰਸ਼ਤਾ ਦਾ ਅਧਿਕਾਰ ਐਕਟ 2013 ਦੀ ਧਾਰਾ 11 ਅਧੀਨ ਨੋਟੀਫਿਕੇਸ਼ਨ ਜਾਰੀ ਕੀਤਾ ਗਿਆ ਹੈ ਅਤੇ ਇਸ ਸਬੰਧੀ ਪ੍ਰਭਾਵਿਤ ਜ਼ਮੀਨ ਮਾਲਕਾਂ ਤੋਂ ਇਤਰਾਜ਼ ਮੰਗੇ ਗਏ ਹਨ। ਪ੍ਰਸਤਾਵਿਤ ਜ਼ਮੀਨ ਦਾ ਵੇਰਵਾ ਹੇਠ ਲਿਖੀ ਸੂਚੀ ਅਨੁਸਾਰ ਹੈ ਅਤੇ ਸਬੰਧਤ ਦਫ਼ਤਰ ਵਿੱਚ ਵੇਖਿਆ ਜਾ ਸਕਦਾ ਹੈ। <box>27 603 175 628</box>
notice-date: ਮਿਤੀ: 02.03.2024 <box>461 80 495 85</box>
table-heading: ਜ਼ਮੀਨ ਦਾ ਵੇਰਵਾ <box>358 416 491 423</box>
table-header: ਰਕਬਾ (ਕਨਾਲ-ਮਰਲੇ) <box>106 947 170 954</box>
table-row: 1 ਬਰਿਆਰ 7-4-9 <box>34 954 171 961</box>
notice-government: ਪੰਜਾਬ ਸਰਕਾਰ <box>570 50 596 55</box>
temple-photo <box>292 30 340 82</box>
notice-government: ਪੰਜਾਬ ਸਰਕਾਰ <box>88 564 114 569</box>
print-header-line: 53289-Gurdaspur-Ajit.qxd 3/10/2024 12:13 AM Page 1 <box>4 2 125 7</box>
theft-text-column-1: ▆▅▆▇▅ ▆▅▆ ▅▆▇▆ ▆▇▅▆▆ ▅▆ ▆▇▅▆▅▆ ▆▅ ▆▇▆▅ ▅▆▇ ▆▅▆▇▅ ▆▅▆ ▅▆▇▆ ▆▇▅▆▆ ▅▆ ▆▇▅▆▅▆ ▆▅ ▆▇▆▅ ▅▆▇ ▆▅▆▇▅ ▆▅▆ ▅▆▇▆ ▆▇▅▆▆ ▅▆ ▆▇▅▆▅▆ ▆▅ ▆▇▆▅ ▅▆▇ ▆▅▆▇▅ ▆▅▆ ▅▆▇▆ ▆▇▅▆▆ ▅▆ ▆▇▅▆▅▆ ▆▅ ▆▇▆▅ ▅▆▇ ▆▅▆▇▅ ▆▅▆ ▅▆▇▆ ▆▇▅▆▆ ▅▆ ▆▇▅▆▅▆ ▆▅ ▆▇▆▅ ▅▆▇ ▆▅▆▇▅ ▆▅▆ ▅▆▇▆ ▆▇▅▆▆ ▅▆ ▆▇▅▆▅▆ ▆▅ ▆▇▆▅ ▅▆▇ ▆▅▆▇▅ ▆▅▆ ▅▆▇▆ ▆▇▅▆▆ ▅▆ ▆▇▅▆▅▆ ▆▅ ▆▇▆▅ ▅▆▇ <box>26 340 70 464</box>
theft-text-column-2: ▆▅▆▇▅ ▆▅▆ ▅▆▇▆ ▆▇▅▆▆ ▅▆ ▆▇▅▆▅▆ ▆▅ ▆▇▆▅ ▅▆▇ ▆▅▆▇▅ ▆▅▆ ▅▆▇▆ ▆▇▅▆▆ ▅▆ ▆▇▅▆▅▆ ▆▅ ▆▇▆▅ ▅▆▇ ▆▅▆▇▅ ▆▅▆ ▅▆▇▆ ▆▇▅▆▆ ▅▆ ▆▇▅▆▅▆ ▆▅ ▆▇▆▅ ▅▆▇ ▆▅▆▇▅ ▆▅▆ ▅▆▇▆ ▆▇▅▆▆ ▅▆ ▆▇▅▆▅▆ ▆▅ ▆▇▆▅ ▅▆▇ ▆▅▆▇▅ ▆▅▆ ▅▆▇▆ ▆▇▅▆▆ ▅▆ <box>74 408 118 486</box>
table-heading: ਜ਼ਮੀਨ ਦਾ ਵੇਰਵਾ <box>34 940 171 947</box>
notice-place-date: ਮਿਤੀ: 02.03.2024 <box>349 1027 381 1032</box>
notice-body-paragraph: ਜ਼ਮੀਨ ਮਾਲਕ ਅਤੇ ਹਿੱਤ ਰੱਖਣ ਵਾਲੇ ਵਿਅਕਤੀ ਆਪਣੇ ਦਸਤਾਵੇਜ਼ ਸਮੇਤ ਸੁਣਵਾਈ ਲਈ ਨਿਯਤ ਮਿਤੀ ਨੂੰ ਹਾਜ਼ਰ ਹੋ ਸਕਦੇ ਹਨ। ਜ਼ਮੀਨ ਦਾ ਨਕਸ਼ਾ ਅਤੇ ਰਿਕਾਰਡ ਦਫ਼ਤਰੀ ਸਮੇਂ ਦੌਰਾਨ ਵੇਖਿਆ ਜਾ ਸਕਦਾ ਹੈ। ਮਾਲ ਰਿਕਾਰਡ ਵਿੱਚ ਕਿਸੇ ਵੀ ਤਰੁੱਟੀ ਦੀ ਸੂਚਨਾ ਤੁਰੰਤ ਦਿੱਤੀ ਜਾਵੇ। ਪ੍ਰੋਜੈਕਟ ਖੇਤਰ ਵਿੱਚ ਕਿਸੇ ਵੀ ਨਵੀਂ ਉਸਾਰੀ ਜਾਂ ਤਬਾਦਲੇ ਤੇ ਪਾਬੰਦੀ ਰਹੇਗੀ। <box>508 813 658 838</box>
government-emblem-icon <box>415 548 429 562</box>
notice-list-item: 1. ਕੀ ਪ੍ਰੋਜੈਕਟ ਜਨਤਕ ਮੰਤਵ ਦੀ ਪੂਰਤੀ ਕਰਦਾ ਹੈ? <box>516 253 588 258</box>
notice-branch: (ਮਕਾਨ ਉਸਾਰੀ - 1 ਸ਼ਾਖਾ) <box>561 65 605 70</box>
notice-question-list <box>195 767 337 809</box>
notice-advt-number: PR-Advt. No. - U/21/1/1/000/000/12345 <box>508 1049 582 1054</box>
effigy-photo-caption: ਰਾਹੁਲ ਗਾਂਧੀ ਦਾ ਪੁਤਲਾ ਫੂਕਦੇ ਭਾਜਪਾ ਆਗੂ। <box>174 382 342 388</box>
notice-signature-block: ਭੂਮੀ ਪ੍ਰਾਪਤੀ ਕੁਲੈਕਟਰ ਗਮਾਡਾ, ਮੋਹਾਲੀ <box>458 479 493 490</box>
notice-branch: (ਮਕਾਨ ਉਸਾਰੀ - 1 ਸ਼ਾਖਾ) <box>240 579 284 584</box>
notice-office: ਗਮਾਡਾ ਸਰਵਿਸ ਪ੍ਰਬੰਧਨ ਸੈਂਟਰ, ਮੋਹਾਲੀ <box>388 586 455 591</box>
notice-reference: ਨੰ: 26-PB/UD/LAC/2023-ਮਾਲ/ਵਿੰਗ/1 <box>351 80 416 85</box>
table-header: ਪਿੰਡ ਦਾ ਨਾਮ <box>385 947 427 954</box>
notice-signature-block: ਭੂਮੀ ਪ੍ਰਾਪਤੀ ਕੁਲੈਕਟਰ ਗਮਾਡਾ, ਮੋਹਾਲੀ <box>458 1003 493 1014</box>
table-header: ਰਕਬਾ (ਕਨਾਲ-ਮਰਲੇ) <box>588 947 653 954</box>
land-acquisition-notice <box>503 544 663 1062</box>
notice-body-paragraph: ਜਿਸ ਤਹਿਤ ਪੰਜਾਬ ਸਰਕਾਰ ਵਲੋਂ ਜਨਤਕ ਮੰਤਵ ਲਈ ਭੂਮੀ ਪ੍ਰਾਪਤੀ ਮੁੜ ਵਸੇਬਾ ਅਤੇ ਪੁਨਰ ਸਥਾਪਨ ਵਿੱਚ ਉਚਿਤ ਮੁਆਵਜ਼ਾ ਅਤੇ ਪਾਰਦਰਸ਼ਤਾ ਦਾ ਅਧਿਕਾਰ ਐਕਟ 2013 ਦੀ ਧਾਰਾ 11 ਅਧੀਨ ਨੋਟੀਫਿਕੇਸ਼ਨ ਜਾਰੀ ਕੀਤਾ ਗਿਆ ਹੈ ਅਤੇ ਇਸ ਸਬੰਧੀ ਪ੍ਰਭਾਵਿਤ ਜ਼ਮੀਨ ਮਾਲਕਾਂ ਤੋਂ ਇਤਰਾਜ਼ ਮੰਗੇ ਗਏ ਹਨ। ਪ੍ਰਸਤਾਵਿਤ ਜ਼ਮੀਨ ਦਾ ਵੇਰਵਾ ਹੇਠ ਲਿਖੀ ਸੂਚੀ ਅਨੁਸਾਰ ਹੈ ਅਤੇ ਸਬੰਧਤ ਦਫ਼ਤਰ ਵਿੱਚ ਵੇਖਿਆ ਜਾ ਸਕਦਾ ਹੈ। <box>508 89 658 114</box>
notice-department-title: ਮਕਾਨ ਉਸਾਰੀ ਤੇ ਸ਼ਹਿਰੀ ਵਿਕਾਸ ਵਿਭਾਗ <box>542 570 624 576</box>
notice-date: ਮਿਤੀ: 02.03.2024 <box>624 594 658 599</box>
government-emblem-icon <box>576 548 590 562</box>
theft-victim-photo <box>74 344 118 404</box>
notice-list-item: 4. ਕੀ ਕੋਈ ਬਦਲਵੀਂ ਜਗ੍ਹਾ ਉਪਲੱਬਧ ਹੈ? <box>516 272 574 278</box>
notice-list-item: 3. ਕੀ ਪ੍ਰਭਾਵਿਤ ਪਰਿਵਾਰਾਂ ਦਾ ਅਨੁਮਾਨ ਸਹੀ ਲਗਾਇਆ ਗਿਆ ਹੈ? <box>357 779 450 785</box>
land-acquisition-notice <box>182 544 342 1062</box>
notice-list-item: 4. ਕੀ ਕੋਈ ਬਦਲਵੀਂ ਜਗ੍ਹਾ ਉਪਲੱਬਧ ਹੈ? <box>357 786 415 792</box>
notice-government: ਪੰਜਾਬ ਸਰਕਾਰ <box>409 564 435 569</box>
table-row: 2 ਕੁਲਾਰਾਂ 1-0-11 <box>358 437 491 444</box>
clock-tower-photo <box>22 30 74 82</box>
notice-list-item: 6. ਕੀ ਮੁੜ ਵਸੇਬਾ ਯੋਜਨਾ ਢੁਕਵੀਂ ਹੈ? <box>195 799 245 805</box>
lead-text-column-1: ਗੁਰਦਾਸਪੁਰ, 9 ਮਾਰਚ (ਆਰਿਫ਼)- ▆▅▆▇▅ ▆▅▆ ▅▆▇▆ ▆▇▅▆▆ ▅▆ ▆▇▅▆▅▆ ▆▅ ▆▇▆▅ ▅▆▇ ▆▅▆▇▅ ▆▅▆ ▅▆▇▆ ▆▇▅▆▆ ▅▆ ▆▇▅▆▅▆ ▆▅ ▆▇▆▅ ▅▆▇ ▆▅▆▇▅ ▆▅▆ ▅▆▇▆ ▆▇▅▆▆ ▅▆ ▆▇▅▆▅▆ ▆▅ ▆▇▆▅ ▅▆▇ ▆▅▆▇▅ ▆▅▆ ▅▆▇▆ ▆▇▅▆▆ ▅▆ ▆▇▅▆▅▆ ▆▅ ▆▇▆▅ ▅▆▇ ▆▅▆▇▅ ▆▅▆ ▅▆▇▆ ▆▇▅▆▆ ▅▆ ▆▇▅▆▅▆ ▆▅ ▆▇▆▅ ▅▆▇ ▆▅▆▇▅ ▆▅▆ ▅▆▇▆ ▆▇▅▆▆ ▅▆ ▆▇▅▆▅▆ ▆▅ ▆▇▆▅ ▅▆▇ ▆▅▆▇▅ ▆▅▆ ▅▆▇▆ ▆▇▅▆▆ ▅▆ ▆▇▅▆▅▆ ▆▅ ▆▇▆▅ ▅▆▇ ▆▅▆▇▅ ▆▅▆ ▅▆▇▆ ▆▇▅▆▆ ▅▆ ▆▇▅▆▅▆ ▆▅ ▆▇▆▅ ▅▆▇ ▆▅▆▇▅ ▆▅▆ ▅▆▇▆ ▆▇▅▆▆ ▅▆ ▆▇▅▆▅▆ <box>26 140 96 244</box>
registration-mark <box>4 540 14 550</box>
notice-list-item: 4. ਕੀ ਕੋਈ ਬਦਲਵੀਂ ਜਗ੍ਹਾ ਉਪਲੱਬਧ ਹੈ? <box>359 272 417 278</box>
notice-department-title: ਮਕਾਨ ਉਸਾਰੀ ਤੇ ਸ਼ਹਿਰੀ ਵਿਕਾਸ ਵਿਭਾਗ <box>60 570 142 576</box>
government-emblem-icon <box>94 548 108 562</box>
notice-list-item: 2. ਕੀ ਪ੍ਰਸਤਾਵਿਤ ਜ਼ਮੀਨ ਪ੍ਰਾਪਤੀ ਘੱਟੋ ਘੱਟ ਲੋੜ ਅਨੁਸਾਰ ਹੈ? <box>195 773 283 779</box>
notice-advt-number: PR-Advt. No. - U/21/1/1/000/000/12345 <box>508 525 582 530</box>
notice-place-date: ਮਿਤੀ: 02.03.2024 <box>508 1027 540 1032</box>
notice-footnote: ਨੋਟ:- ਉਪਰੋਕਤ ਜ਼ਮੀਨ ਦਾ ਵਿਸਥਾਰ ਰਿਕਾਰਡ ਦਫ਼ਤਰ ਵਿਖੇ ਉਪਲੱਬਧ ਹੈ। <box>351 461 452 466</box>
notice-list-item: 3. ਕੀ ਪ੍ਰਭਾਵਿਤ ਪਰਿਵਾਰਾਂ ਦਾ ਅਨੁਮਾਨ ਸਹੀ ਲਗਾਇਆ ਗਿਆ ਹੈ? <box>359 265 452 271</box>
lead-photo-caption: ਗੁਰਦਾਸਪੁਰ ਵਿਖੇ ਪ੍ਰੈੱਸ ਕਾਨਫਰੰਸ ਕਰਦੇ ਹੋਏ ਤੀਕਸ਼ਣ ਸੂਦ। (ਤਸਵੀਰ: ਗੁਰਪ੍ਰਤਾਪ ਸਿੰਘ) <box>174 262 342 268</box>
notice-advt-number: PR-Advt. No. - U/21/1/1/000/000/12345 <box>351 525 425 530</box>
notice-list-item: 5. ਕੀ ਸਮਾਜਿਕ ਲਾਗਤਾਂ ਲਾਭਾਂ ਤੋਂ ਵੱਧ ਹਨ? <box>195 792 254 798</box>
masthead-pretitle: ਅਜੀਤ ਸਪਲੀਮੈਂਟ <box>186 28 218 34</box>
notice-body-paragraph: ਸਾਰੇ ਸਬੰਧਤ ਵਿਅਕਤੀਆਂ ਨੂੰ ਸੂਚਿਤ ਕੀਤਾ ਜਾਂਦਾ ਹੈ ਕਿ ਇਸ ਨੋਟਿਸ ਨੂੰ ਜਨਤਕ ਸੂਚਨਾ ਵਜੋਂ ਸਮਝਿਆ ਜਾਵੇ। <box>27 907 173 912</box>
notice-department-title: ਮਕਾਨ ਉਸਾਰੀ ਤੇ ਸ਼ਹਿਰੀ ਵਿਕਾਸ ਵਿਭਾਗ <box>381 570 463 576</box>
table-row: 2 ਕੁਲਾਰਾਂ 1-0-11 <box>194 961 333 968</box>
notice-list-item: 3. ਕੀ ਪ੍ਰਭਾਵਿਤ ਪਰਿਵਾਰਾਂ ਦਾ ਅਨੁਮਾਨ ਸਹੀ ਲਗਾਇਆ ਗਿਆ ਹੈ? <box>516 265 609 271</box>
notice-body-paragraph: ਇਸ ਨੋਟੀਫਿਕੇਸ਼ਨ ਦੀ ਮਿਤੀ ਤੋਂ ਸੱਠ ਦਿਨਾਂ ਦੇ ਅੰਦਰ ਅੰਦਰ ਕੋਈ ਵੀ ਵਿਅਕਤੀ ਆਪਣਾ ਇਤਰਾਜ਼ ਲਿਖਤੀ ਰੂਪ ਵਿੱਚ ਕੁਲੈਕਟਰ ਭੂਮੀ ਪ੍ਰਾਪਤੀ ਦੇ ਦਫ਼ਤਰ ਵਿੱਚ ਦਾਖਲ ਕਰ ਸਕਦਾ ਹੈ। ਨਿਰਧਾਰਤ ਸਮੇਂ ਤੋਂ ਬਾਅਦ ਪ੍ਰਾਪਤ ਹੋਏ ਕਿਸੇ ਵੀ ਇਤਰਾਜ਼ ਉੱਤੇ ਵਿਚਾਰ ਨਹੀਂ ਕੀਤਾ ਜਾਵੇਗਾ। ਸਮਾਜਿਕ ਪ੍ਰਭਾਵ ਮੁਲਾਂਕਣ ਦੀ ਰਿਪੋਰਟ ਦਫ਼ਤਰ ਵਿਖੇ ਉਪਲੱਬਧ ਹੈ। <box>187 687 337 712</box>
table-header: ਰਕਬਾ (ਕਨਾਲ-ਮਰਲੇ) <box>428 423 491 430</box>
